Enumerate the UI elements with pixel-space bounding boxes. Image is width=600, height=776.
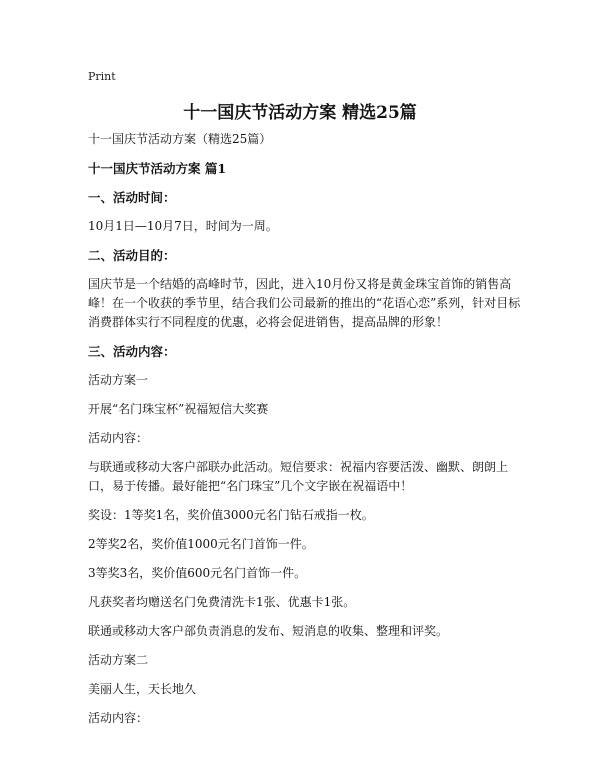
plan-one-content-label: 活动内容： [88, 431, 149, 445]
paragraph-responsibility: 联通或移动大客户部负责消息的发布、短消息的收集、整理和评奖。 [88, 624, 449, 638]
doc-subtitle: 十一国庆节活动方案（精选25篇） [88, 132, 272, 146]
paragraph-time: 10月1日—10月7日，时间为一周。 [88, 219, 278, 233]
paragraph-sms-rules: 与联通或移动大客户部联办此活动。短信要求：祝福内容要活泼、幽默、朗朗上口，易于传播。最好能把“名门珠宝”几个文字嵌在祝福语中！ [88, 460, 509, 493]
article-heading: 十一国庆节活动方案 篇1 [88, 161, 227, 176]
plan-two-title: 美丽人生，天长地久 [88, 682, 197, 696]
section-heading-purpose: 二、活动目的： [88, 248, 176, 263]
prize-all-winners: 凡获奖者均赠送名门免费清洗卡1张、优惠卡1张。 [88, 595, 356, 609]
plan-one-title: 开展“名门珠宝杯”祝福短信大奖赛 [88, 402, 269, 416]
prize-first: 奖设：1等奖1名，奖价值3000元名门钻石戒指一枚。 [88, 508, 374, 522]
plan-two-label: 活动方案二 [88, 653, 149, 667]
section-heading-time: 一、活动时间： [88, 190, 176, 205]
plan-one-label: 活动方案一 [88, 373, 149, 387]
page-title: 十一国庆节活动方案 精选25篇 [183, 103, 417, 123]
prize-third: 3等奖3名，奖价值600元名门首饰一件。 [88, 566, 307, 580]
prize-second: 2等奖2名，奖价值1000元名门首饰一件。 [88, 537, 314, 551]
document-body [88, 130, 528, 738]
print-link[interactable]: Print [88, 70, 116, 83]
paragraph-purpose: 国庆节是一个结婚的高峰时节，因此，进入10月份又将是黄金珠宝首饰的销售高峰！在一个收获的季节里，结合我们公司最新的推出的“花语心恋”系列，针对目标消费群体实行不同程度的优惠，必将会促进销售，提高品牌的形象！ [88, 277, 521, 329]
section-heading-content: 三、活动内容： [88, 344, 176, 359]
plan-two-content-label: 活动内容： [88, 711, 149, 725]
